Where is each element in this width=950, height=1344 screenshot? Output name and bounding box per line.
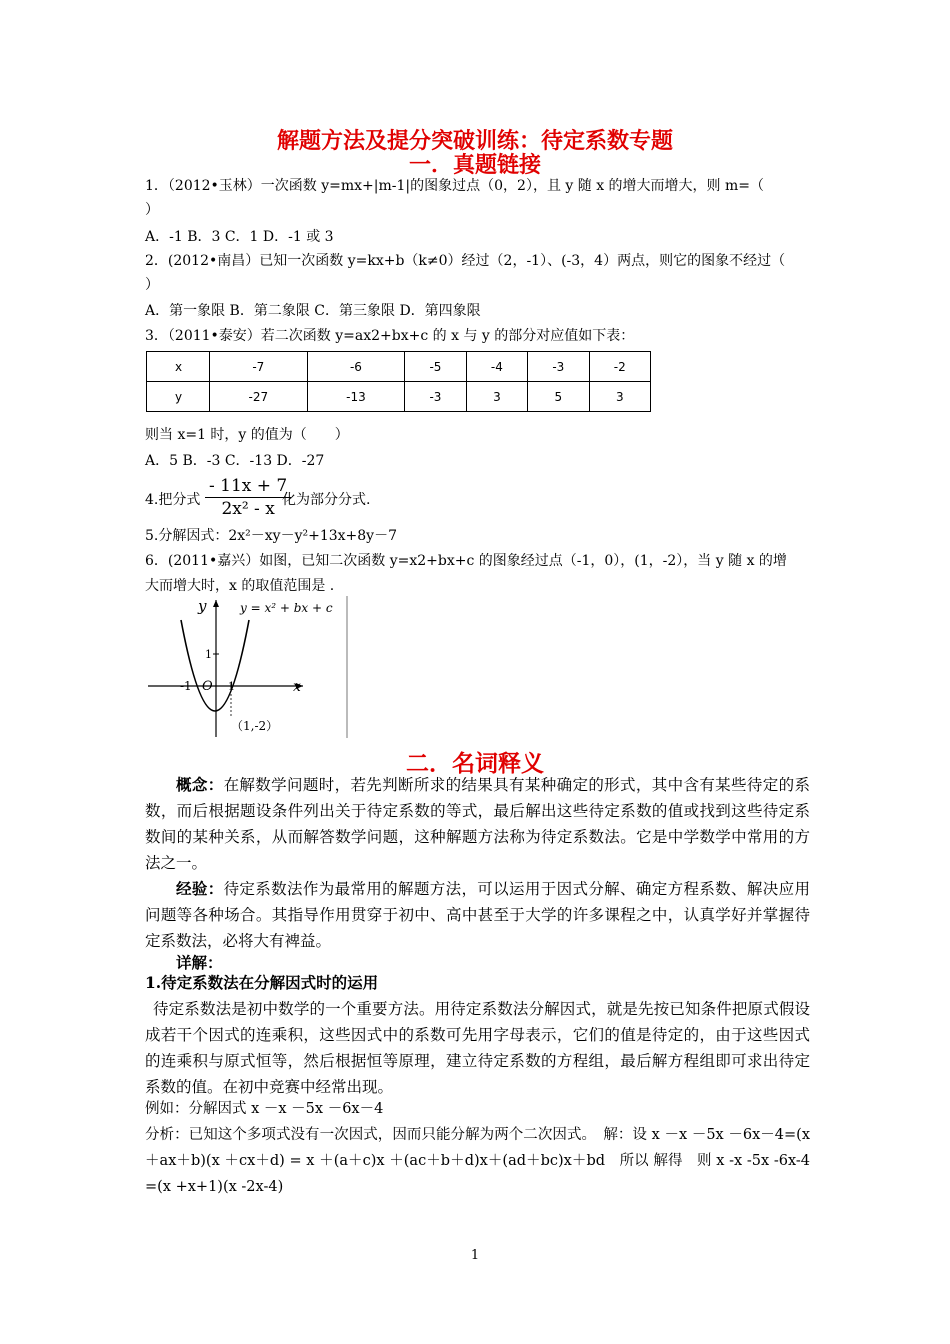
fraction-numerator: - 11x + 7 — [205, 475, 291, 498]
q1-line2: ） — [145, 202, 159, 218]
y-tick-label: 1 — [205, 648, 212, 661]
q6-line2: 大而增大时，x 的取值范围是 . — [145, 578, 335, 594]
table-cell: -6 — [307, 352, 405, 382]
example-line: 例如：分解因式 x －x －5x －6x－4 — [145, 1101, 384, 1117]
y-axis-label: y — [198, 597, 207, 615]
function-label: y = x² + bx + c — [240, 601, 333, 615]
q2-options: A．第一象限 B．第二象限 C．第三象限 D．第四象限 — [145, 303, 481, 319]
table-cell: -4 — [466, 352, 527, 382]
table-cell: -3 — [528, 352, 589, 382]
table-row-x — [147, 352, 651, 382]
concept-text: 在解数学问题时，若先判断所求的结果具有某种确定的形式，其中含有某些待定的系数，而后根据题设条件列出关于待定系数的等式，最后解出这些待定系数的值或找到这些待定系数间的某种关系，从而解答数学问题，这种解题方法称为待定系数法。它是中学数学中常用的方法之一。 — [145, 776, 810, 872]
table-cell: -13 — [307, 382, 405, 412]
table-cell: -2 — [589, 352, 650, 382]
q2-line2: ） — [145, 277, 159, 293]
q4-fraction — [205, 475, 291, 520]
section1-title: 一．真题链接 — [408, 153, 541, 178]
q6-line1: 6．(2011•嘉兴）如图，已知二次函数 y=x2+bx+c 的图象经过点（-1，0），(1，-2），当 y 随 x 的增 — [145, 553, 787, 569]
main-title: 解题方法及提分突破训练：待定系数专题 — [276, 129, 673, 154]
table-cell: -7 — [210, 352, 308, 382]
x-tick-neg1-label: -1 — [180, 679, 192, 693]
table-cell: -3 — [405, 382, 466, 412]
fraction-denominator: 2x² - x — [221, 499, 275, 519]
table-header-x: x — [147, 352, 210, 382]
table-cell: 5 — [528, 382, 589, 412]
table-header-y: y — [147, 382, 210, 412]
x-axis-label: x — [293, 679, 301, 695]
table-cell: 3 — [466, 382, 527, 412]
table-row-y — [147, 382, 651, 412]
origin-label: O — [202, 679, 213, 694]
table-cell: -27 — [210, 382, 308, 412]
q1-line1: 1．（2012•玉林）一次函数 y=mx+|m-1|的图象过点（0，2），且 y 随 x 的增大而增大，则 m=（ — [145, 178, 765, 194]
experience-label: 经验： — [176, 879, 224, 898]
experience-text: 待定系数法作为最常用的解题方法，可以运用于因式分解、确定方程系数、解决应用问题等各种场合。其指导作用贯穿于初中、高中甚至于大学的许多课程之中，认真学好并掌握待定系数法，必将大有裨益。 — [145, 880, 810, 950]
section2-title: 二．名词释义 — [406, 751, 544, 777]
q3-options: A．5 B．-3 C．-13 D．-27 — [145, 453, 325, 469]
x-tick-1-label: 1 — [228, 680, 235, 693]
q4-suffix: 化为部分分式. — [282, 492, 371, 508]
q3-after: 则当 x=1 时，y 的值为（ ） — [145, 427, 349, 443]
y-axis-arrow — [213, 600, 219, 607]
table-cell: -5 — [405, 352, 466, 382]
q4-prefix: 4.把分式 — [145, 492, 201, 508]
concept-paragraph — [145, 772, 810, 876]
concept-label: 概念： — [176, 775, 224, 794]
experience-paragraph — [145, 876, 810, 954]
detail-label: 详解： — [176, 953, 223, 972]
subsection1-text: 待定系数法是初中数学的一个重要方法。用待定系数法分解因式，就是先按已知条件把原式假设成若干个因式的连乘积，这些因式中的系数可先用字母表示，它们的值是待定的，由于这些因式的连乘积与原式恒等，然后根据恒等原理，建立待定系数的方程组，最后解方程组即可求出待定系数的值。在初中竞赛中经常出现。 — [145, 1000, 810, 1096]
parabola-curve — [181, 620, 249, 711]
q5-line: 5.分解因式：2x²－xy－y²+13x+8y－7 — [145, 528, 397, 544]
page-number: 1 — [470, 1248, 480, 1263]
table-cell: 3 — [589, 382, 650, 412]
q1-options: A．-1 B．3 C．1 D．-1 或 3 — [145, 229, 334, 245]
subsection1-title: 1.待定系数法在分解因式时的运用 — [145, 973, 379, 992]
parabola-graph — [143, 592, 358, 740]
value-table — [146, 351, 651, 412]
point-label: （1,-2） — [231, 719, 279, 733]
q2-line1: 2．(2012•南昌）已知一次函数 y=kx+b（k≠0）经过（2，-1）、(-3，4）两点，则它的图象不经过（ — [145, 253, 786, 269]
analysis-paragraph: 分析：已知这个多项式没有一次因式，因而只能分解为两个二次因式。 解：设 x －x －5x －6x－4=(x ＋ax＋b)(x ＋cx＋d) = x ＋(a＋c)x ＋(ac＋b＋d)x＋(ad＋bc)x＋bd 所以 解得 则 x -x -5x -6x-4 =(x +x+1)(x -2x-4) — [145, 1127, 810, 1195]
q3-line1: 3．（2011•泰安）若二次函数 y=ax2+bx+c 的 x 与 y 的部分对应值如下表： — [145, 328, 635, 344]
